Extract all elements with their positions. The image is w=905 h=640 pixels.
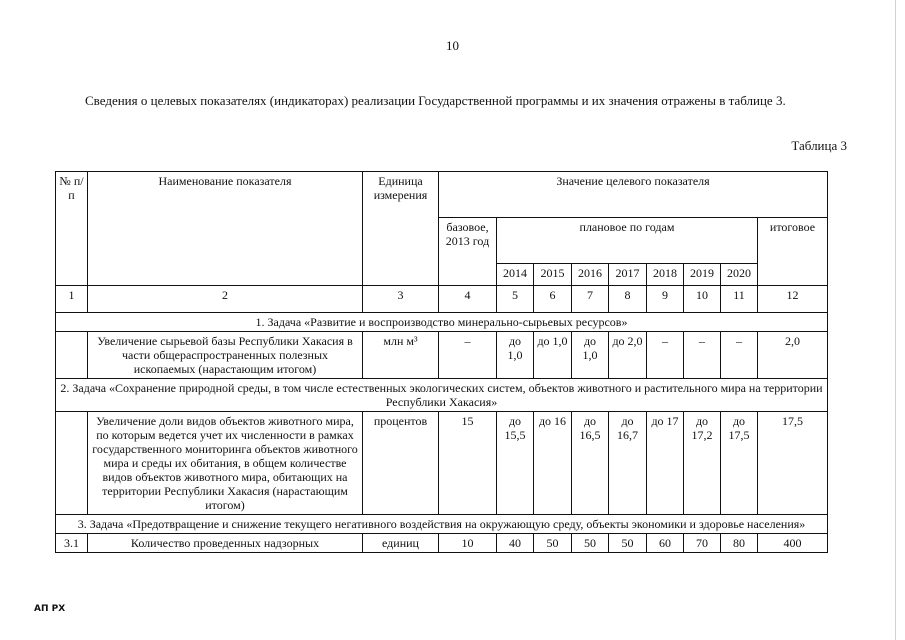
header-year: 2015 [534,264,572,286]
header-year: 2019 [684,264,721,286]
page-number: 10 [446,38,459,53]
indicator-name: Увеличение доли видов объектов животного мира, по которым ведется учет их численности в рамках государственного мониторинга объектов животного мира и среды их обитания, в общем количестве видов объектов животного мира, обитающих на территории Республики Хакасия (нарастающим итогом) [88,412,363,515]
year-value: 80 [721,534,758,553]
column-numbers-row [56,286,828,313]
header-num: № п/п [56,172,88,286]
year-value: – [721,332,758,379]
year-value: 50 [572,534,609,553]
year-value: 50 [609,534,647,553]
column-number: 12 [758,286,828,313]
column-number: 11 [721,286,758,313]
table-caption: Таблица 3 [791,138,847,153]
page-edge-line [895,0,896,640]
column-number: 7 [572,286,609,313]
base-value: 15 [439,412,497,515]
task-3-title: 3. Задача «Предотвращение и снижение текущего негативного воздействия на окружающую среду, объекты экономики и здоровье населения» [56,515,828,534]
year-value: до 16,5 [572,412,609,515]
task-2-title: 2. Задача «Сохранение природной среды, в том числе естественных экологических систем, объектов животного и растительного мира на территории Республики Хакасия» [56,379,828,412]
year-value: 50 [534,534,572,553]
column-number: 8 [609,286,647,313]
header-target-value: Значение целевого показателя [439,172,828,218]
header-year: 2014 [497,264,534,286]
total-value: 17,5 [758,412,828,515]
year-value: до 15,5 [497,412,534,515]
indicator-unit: млн м³ [363,332,439,379]
table-row [56,412,828,515]
year-value: до 2,0 [609,332,647,379]
base-value: – [439,332,497,379]
column-number: 1 [56,286,88,313]
header-year: 2020 [721,264,758,286]
column-number: 3 [363,286,439,313]
indicator-name: Количество проведенных надзорных [88,534,363,553]
header-year: 2018 [647,264,684,286]
header-year: 2016 [572,264,609,286]
year-value: до 16,7 [609,412,647,515]
column-number: 10 [684,286,721,313]
column-number: 5 [497,286,534,313]
year-value: 40 [497,534,534,553]
year-value: до 17,5 [721,412,758,515]
indicators-table [55,171,828,553]
year-value: до 1,0 [497,332,534,379]
column-number: 2 [88,286,363,313]
column-number: 4 [439,286,497,313]
row-num [56,412,88,515]
year-value: до 1,0 [534,332,572,379]
year-value: 60 [647,534,684,553]
intro-paragraph: Сведения о целевых показателях (индикаторах) реализации Государственной программы и их значения отражены в таблице 3. [85,93,786,108]
indicator-unit: процентов [363,412,439,515]
task-1-title: 1. Задача «Развитие и воспроизводство минерально-сырьевых ресурсов» [56,313,828,332]
header-unit: Единица измерения [363,172,439,286]
header-base: базовое, 2013 год [439,218,497,286]
column-number: 6 [534,286,572,313]
header-planned: плановое по годам [497,218,758,264]
year-value: до 17 [647,412,684,515]
base-value: 10 [439,534,497,553]
header-year: 2017 [609,264,647,286]
year-value: 70 [684,534,721,553]
header-total: итоговое [758,218,828,286]
year-value: – [684,332,721,379]
task-3-row [56,515,828,534]
column-number: 9 [647,286,684,313]
total-value: 2,0 [758,332,828,379]
header-name: Наименование показателя [88,172,363,286]
indicator-unit: единиц [363,534,439,553]
year-value: до 1,0 [572,332,609,379]
row-num: 3.1 [56,534,88,553]
year-value: – [647,332,684,379]
footer-mark: АП РХ [34,604,66,614]
year-value: до 16 [534,412,572,515]
table-row [56,332,828,379]
year-value: до 17,2 [684,412,721,515]
indicator-name: Увеличение сырьевой базы Республики Хакасия в части общераспространенных полезных ископаемых (нарастающим итогом) [88,332,363,379]
task-2-row [56,379,828,412]
row-num [56,332,88,379]
task-1-row [56,313,828,332]
total-value: 400 [758,534,828,553]
table-row [56,534,828,553]
